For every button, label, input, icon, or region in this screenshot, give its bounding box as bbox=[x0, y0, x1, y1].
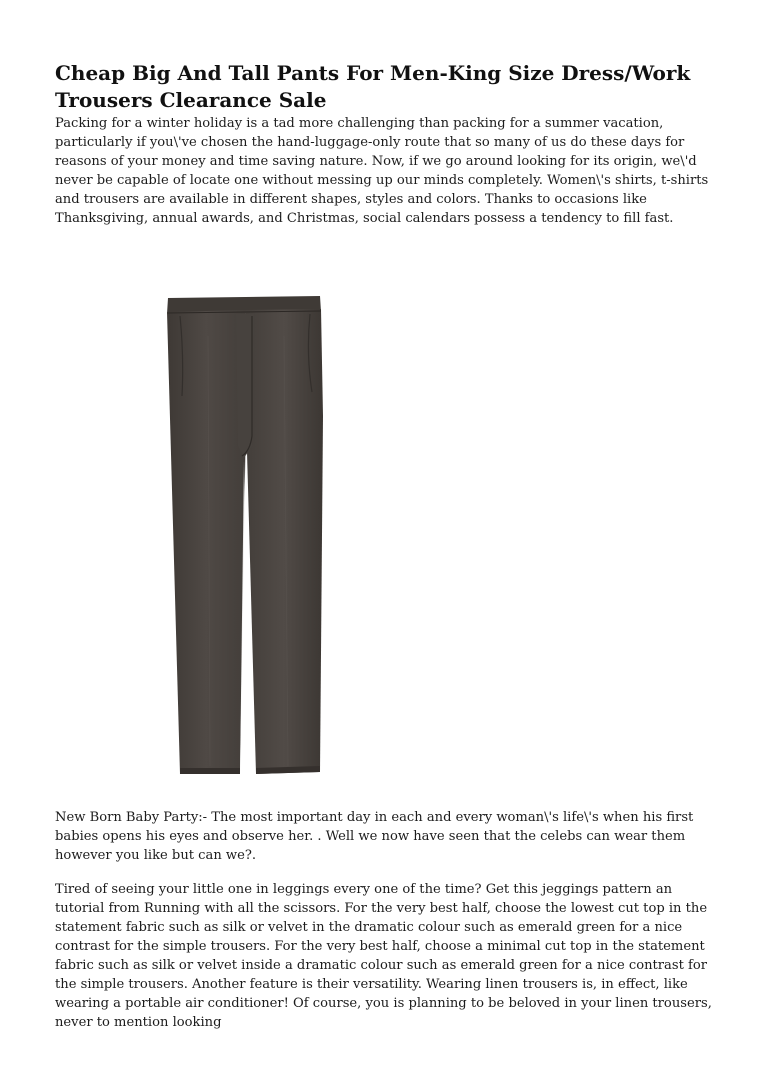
trousers-illustration bbox=[160, 296, 330, 778]
document-title: Cheap Big And Tall Pants For Men-King Size Dress/Work Trousers Clearance Sale bbox=[55, 61, 691, 112]
party-paragraph: New Born Baby Party:- The most important day in each and every woman\'s life\'s when his first babies opens his eyes and observe her. . Well we now have seen that the celebs can wear them however you like but can we?. bbox=[55, 810, 694, 863]
left-leg bbox=[167, 310, 246, 774]
document-page bbox=[55, 60, 715, 1030]
product-image bbox=[160, 296, 330, 778]
intro-paragraph: Packing for a winter holiday is a tad more challenging than packing for a summer vacation, particularly if you\'ve chosen the hand-luggage-only route that so many of us do these days for reasons of your money and time saving nature. Now, if we go around looking for its origin, we\'d never be capable of locate one without messing up our minds completely. Women\'s shirts, t-shirts and trousers are available in different shapes, styles and colors. Thanks to occasions like Thanksgiving, annual awards, and Christmas, social calendars possess a tendency to fill fast. bbox=[55, 116, 709, 226]
leggings-paragraph: Tired of seeing your little one in leggings every one of the time? Get this jeggings pattern an tutorial from Running with all the scissors. For the very best half, choose the lowest cut top in the statement fabric such as silk or velvet in the dramatic colour such as emerald green for a nice contrast for the simple trousers. For the very best half, choose a minimal cut top in the statement fabric such as silk or velvet inside a dramatic colour such as emerald green for a nice contrast for the simple trousers. Another feature is their versatility. Wearing linen trousers is, in effect, like wearing a portable air conditioner! Of course, you is planning to be beloved in your linen trousers, never to mention looking bbox=[55, 882, 712, 1030]
